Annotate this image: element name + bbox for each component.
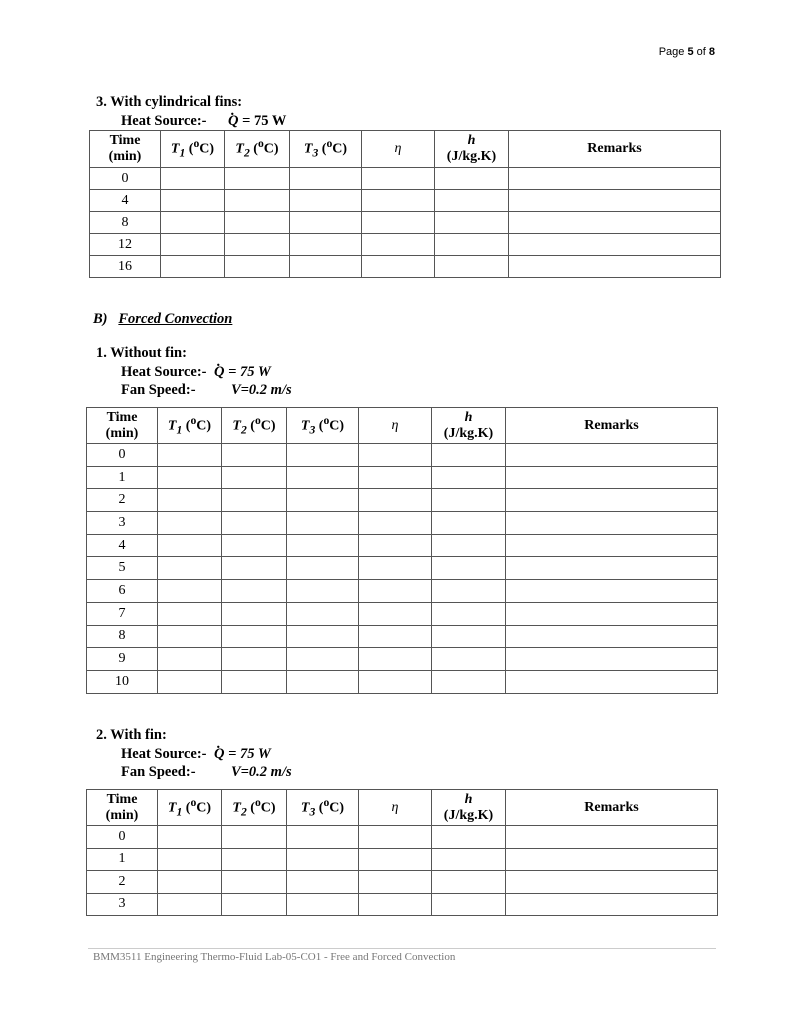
empty-cell xyxy=(287,557,359,580)
empty-cell xyxy=(222,848,287,871)
empty-cell xyxy=(359,893,432,916)
empty-cell xyxy=(158,826,222,849)
table-row xyxy=(87,444,718,467)
empty-cell xyxy=(506,648,718,671)
time-cell: 3 xyxy=(87,512,158,535)
empty-cell xyxy=(506,602,718,625)
page-number: Page 5 of 8 xyxy=(658,46,715,58)
cylindrical-fins-table xyxy=(89,130,721,278)
empty-cell xyxy=(287,670,359,693)
time-cell: 0 xyxy=(87,826,158,849)
time-cell: 4 xyxy=(87,534,158,557)
forced-2-heading: 2. With fin: xyxy=(96,727,167,743)
empty-cell xyxy=(362,212,435,234)
empty-cell xyxy=(222,580,287,603)
empty-cell xyxy=(161,234,225,256)
empty-cell xyxy=(432,848,506,871)
empty-cell xyxy=(362,190,435,212)
empty-cell xyxy=(506,534,718,557)
col-t3: $T_3$ ($^o$C) xyxy=(287,790,359,826)
empty-cell xyxy=(222,489,287,512)
col-t1: $T_1$ ($^o$C) xyxy=(158,790,222,826)
empty-cell xyxy=(359,871,432,894)
col-remarks: Remarks xyxy=(506,790,718,826)
empty-cell xyxy=(432,444,506,467)
col-t2: $T_2$ ($^o$C) xyxy=(222,790,287,826)
empty-cell xyxy=(290,190,362,212)
col-eta: η xyxy=(359,790,432,826)
empty-cell xyxy=(432,580,506,603)
time-cell: 9 xyxy=(87,648,158,671)
col-time: Time (min) xyxy=(90,131,161,168)
empty-cell xyxy=(506,489,718,512)
table-row xyxy=(87,534,718,557)
col-t1: $T_1$ ($^o$C) xyxy=(161,131,225,168)
table-row xyxy=(87,648,718,671)
empty-cell xyxy=(158,534,222,557)
empty-cell xyxy=(287,871,359,894)
empty-cell xyxy=(287,625,359,648)
empty-cell xyxy=(359,826,432,849)
empty-cell xyxy=(435,234,509,256)
col-h: h (J/kg.K) xyxy=(435,131,509,168)
empty-cell xyxy=(362,234,435,256)
empty-cell xyxy=(161,256,225,278)
time-cell: 1 xyxy=(87,466,158,489)
empty-cell xyxy=(222,444,287,467)
empty-cell xyxy=(158,466,222,489)
time-cell: 5 xyxy=(87,557,158,580)
empty-cell xyxy=(506,893,718,916)
footer-text: BMM3511 Engineering Thermo-Fluid Lab-05-CO1 - Free and Forced Convection xyxy=(93,951,456,963)
time-cell: 4 xyxy=(90,190,161,212)
footer-divider xyxy=(88,948,716,949)
empty-cell xyxy=(435,256,509,278)
empty-cell xyxy=(432,826,506,849)
col-eta: η xyxy=(362,131,435,168)
col-t2: $T_2$ ($^o$C) xyxy=(225,131,290,168)
time-cell: 3 xyxy=(87,893,158,916)
empty-cell xyxy=(287,602,359,625)
empty-cell xyxy=(158,871,222,894)
empty-cell xyxy=(287,848,359,871)
table-row xyxy=(90,190,721,212)
empty-cell xyxy=(287,893,359,916)
forced-1-heat-source: Heat Source:- . Q = 75 W xyxy=(121,364,207,381)
forced-2-heat-source: Heat Source:- . Q = 75 W xyxy=(121,746,207,763)
empty-cell xyxy=(225,190,290,212)
table-row xyxy=(87,848,718,871)
empty-cell xyxy=(158,512,222,535)
empty-cell xyxy=(222,648,287,671)
empty-cell xyxy=(287,648,359,671)
empty-cell xyxy=(158,893,222,916)
time-cell: 8 xyxy=(90,212,161,234)
empty-cell xyxy=(506,670,718,693)
empty-cell xyxy=(506,580,718,603)
empty-cell xyxy=(287,444,359,467)
empty-cell xyxy=(225,212,290,234)
table-row xyxy=(90,212,721,234)
empty-cell xyxy=(359,848,432,871)
empty-cell xyxy=(362,168,435,190)
empty-cell xyxy=(290,212,362,234)
table-row xyxy=(90,234,721,256)
table-row xyxy=(90,168,721,190)
empty-cell xyxy=(158,648,222,671)
table-row xyxy=(87,625,718,648)
section-3-heat-source: Heat Source:- . Q = 75 W xyxy=(121,113,207,130)
empty-cell xyxy=(509,190,721,212)
col-time: Time (min) xyxy=(87,790,158,826)
empty-cell xyxy=(435,190,509,212)
empty-cell xyxy=(432,557,506,580)
empty-cell xyxy=(359,512,432,535)
forced-1-heading: 1. Without fin: xyxy=(96,345,187,361)
table-row xyxy=(87,557,718,580)
empty-cell xyxy=(362,256,435,278)
col-t3: $T_3$ ($^o$C) xyxy=(290,131,362,168)
col-h: h (J/kg.K) xyxy=(432,790,506,826)
empty-cell xyxy=(432,625,506,648)
empty-cell xyxy=(287,534,359,557)
empty-cell xyxy=(359,557,432,580)
col-eta: η xyxy=(359,408,432,444)
table-row xyxy=(87,871,718,894)
table-row xyxy=(87,670,718,693)
empty-cell xyxy=(158,848,222,871)
table-row xyxy=(87,893,718,916)
empty-cell xyxy=(222,557,287,580)
empty-cell xyxy=(287,512,359,535)
empty-cell xyxy=(158,670,222,693)
empty-cell xyxy=(161,168,225,190)
empty-cell xyxy=(432,648,506,671)
empty-cell xyxy=(287,489,359,512)
empty-cell xyxy=(161,212,225,234)
empty-cell xyxy=(158,602,222,625)
col-t3: $T_3$ ($^o$C) xyxy=(287,408,359,444)
empty-cell xyxy=(225,256,290,278)
forced-1-fan-speed: Fan Speed:- V=0.2 m/s xyxy=(121,382,292,398)
time-cell: 0 xyxy=(87,444,158,467)
empty-cell xyxy=(225,168,290,190)
empty-cell xyxy=(290,234,362,256)
forced-2-fan-speed: Fan Speed:- V=0.2 m/s xyxy=(121,764,292,780)
empty-cell xyxy=(222,826,287,849)
table-row xyxy=(87,512,718,535)
without-fin-table xyxy=(86,407,718,694)
empty-cell xyxy=(506,512,718,535)
table-row xyxy=(87,489,718,512)
section-3-heading: 3. With cylindrical fins: xyxy=(96,94,243,110)
empty-cell xyxy=(509,212,721,234)
col-h: h (J/kg.K) xyxy=(432,408,506,444)
time-cell: 1 xyxy=(87,848,158,871)
empty-cell xyxy=(161,190,225,212)
empty-cell xyxy=(359,648,432,671)
empty-cell xyxy=(509,256,721,278)
time-cell: 6 xyxy=(87,580,158,603)
empty-cell xyxy=(509,168,721,190)
empty-cell xyxy=(158,625,222,648)
empty-cell xyxy=(506,444,718,467)
col-remarks: Remarks xyxy=(509,131,721,168)
empty-cell xyxy=(435,168,509,190)
empty-cell xyxy=(506,848,718,871)
time-cell: 7 xyxy=(87,602,158,625)
table-row xyxy=(87,826,718,849)
table-row xyxy=(87,602,718,625)
section-b-title: B) Forced Convection xyxy=(93,311,233,327)
time-cell: 16 xyxy=(90,256,161,278)
time-cell: 12 xyxy=(90,234,161,256)
empty-cell xyxy=(359,625,432,648)
empty-cell xyxy=(290,168,362,190)
empty-cell xyxy=(435,212,509,234)
empty-cell xyxy=(287,466,359,489)
empty-cell xyxy=(432,670,506,693)
empty-cell xyxy=(359,444,432,467)
empty-cell xyxy=(359,534,432,557)
empty-cell xyxy=(432,534,506,557)
empty-cell xyxy=(359,580,432,603)
empty-cell xyxy=(222,625,287,648)
empty-cell xyxy=(290,256,362,278)
empty-cell xyxy=(359,489,432,512)
empty-cell xyxy=(222,893,287,916)
empty-cell xyxy=(222,670,287,693)
empty-cell xyxy=(158,444,222,467)
empty-cell xyxy=(506,625,718,648)
empty-cell xyxy=(432,512,506,535)
with-fin-table xyxy=(86,789,718,916)
col-remarks: Remarks xyxy=(506,408,718,444)
col-time: Time (min) xyxy=(87,408,158,444)
time-cell: 2 xyxy=(87,871,158,894)
empty-cell xyxy=(432,871,506,894)
empty-cell xyxy=(222,466,287,489)
table-row xyxy=(87,466,718,489)
empty-cell xyxy=(222,871,287,894)
empty-cell xyxy=(432,602,506,625)
empty-cell xyxy=(432,489,506,512)
empty-cell xyxy=(359,670,432,693)
empty-cell xyxy=(222,534,287,557)
time-cell: 2 xyxy=(87,489,158,512)
empty-cell xyxy=(287,580,359,603)
empty-cell xyxy=(359,602,432,625)
empty-cell xyxy=(506,826,718,849)
empty-cell xyxy=(432,893,506,916)
empty-cell xyxy=(359,466,432,489)
table-row xyxy=(90,256,721,278)
col-t1: $T_1$ ($^o$C) xyxy=(158,408,222,444)
empty-cell xyxy=(506,871,718,894)
empty-cell xyxy=(222,602,287,625)
empty-cell xyxy=(287,826,359,849)
empty-cell xyxy=(158,557,222,580)
time-cell: 10 xyxy=(87,670,158,693)
empty-cell xyxy=(506,557,718,580)
empty-cell xyxy=(509,234,721,256)
empty-cell xyxy=(158,580,222,603)
empty-cell xyxy=(432,466,506,489)
table-row xyxy=(87,580,718,603)
col-t2: $T_2$ ($^o$C) xyxy=(222,408,287,444)
time-cell: 0 xyxy=(90,168,161,190)
time-cell: 8 xyxy=(87,625,158,648)
empty-cell xyxy=(158,489,222,512)
empty-cell xyxy=(506,466,718,489)
empty-cell xyxy=(222,512,287,535)
empty-cell xyxy=(225,234,290,256)
